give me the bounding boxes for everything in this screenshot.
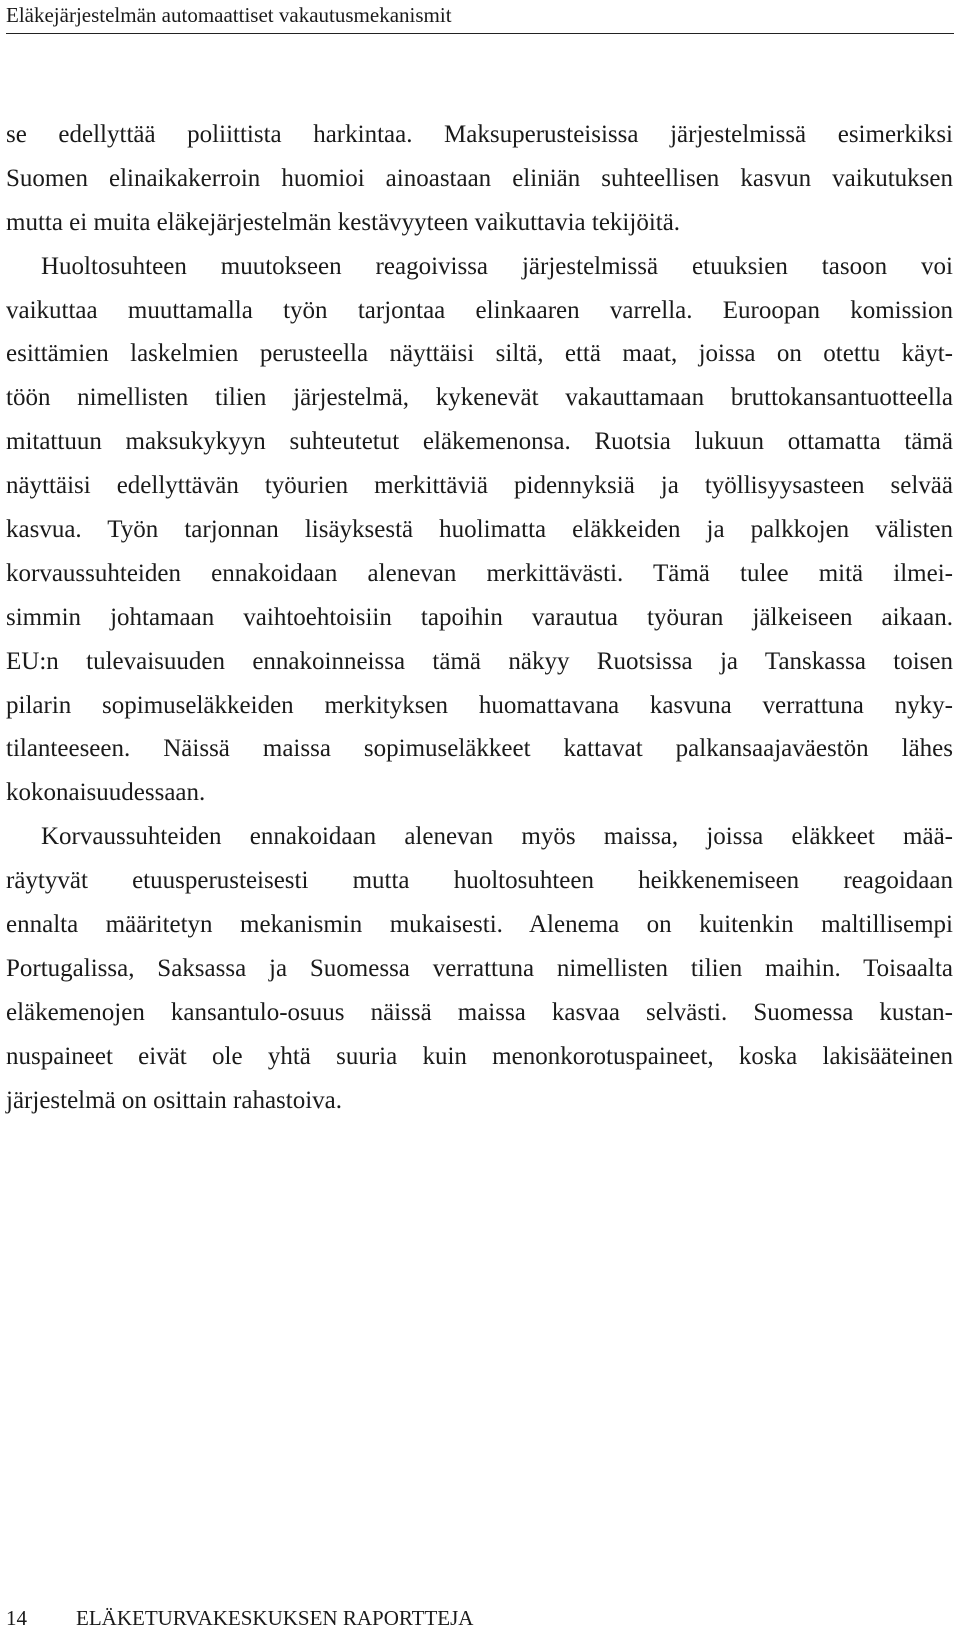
text-line: nuspaineet eivät ole yhtä suuria kuin menonkorotuspaineet, koska lakisääteinen bbox=[6, 1042, 953, 1070]
text-line: eläkemenojen kansantulo-osuus näissä maissa kasvaa selvästi. Suomessa kustan- bbox=[6, 998, 953, 1026]
text-line: ennalta määritetyn mekanismin mukaisesti. Alenema on kuitenkin maltillisempi bbox=[6, 911, 953, 939]
text-line: Huoltosuhteen muutokseen reagoivissa järjestelmissä etuuksien tasoon voi bbox=[41, 252, 953, 280]
running-header: Eläkejärjestelmän automaattiset vakautusmekanismit bbox=[6, 3, 452, 27]
text-line: esittämien laskelmien perusteella näyttäisi siltä, että maat, joissa on otettu käyt- bbox=[6, 340, 953, 368]
text-line: vaikuttaa muuttamalla työn tarjontaa elinkaaren varrella. Euroopan komission bbox=[6, 296, 953, 324]
paragraph-3 bbox=[6, 818, 953, 1125]
body-text bbox=[6, 116, 953, 1125]
publication-name: ELÄKETURVAKESKUKSEN RAPORTTEJA bbox=[76, 1606, 474, 1630]
text-line: mitattuun maksukykyyn suhteutetut eläkemenonsa. Ruotsia lukuun ottamatta tämä bbox=[6, 428, 953, 456]
paragraph-2 bbox=[6, 248, 953, 819]
text-line: simmin johtamaan vaihtoehtoisiin tapoihin varautua työuran jälkeiseen aikaan. bbox=[6, 603, 953, 631]
text-line: Portugalissa, Saksassa ja Suomessa verrattuna nimellisten tilien maihin. Toisaalta bbox=[6, 954, 953, 982]
text-line: räytyvät etuusperusteisesti mutta huoltosuhteen heikkenemiseen reagoidaan bbox=[6, 867, 953, 895]
text-line: EU:n tulevaisuuden ennakoinneissa tämä näkyy Ruotsissa ja Tanskassa toisen bbox=[6, 647, 953, 675]
header-rule bbox=[6, 33, 954, 34]
text-line: pilarin sopimuseläkkeiden merkityksen huomattavana kasvuna verrattuna nyky- bbox=[6, 691, 953, 719]
text-line: kasvua. Työn tarjonnan lisäyksestä huolimatta eläkkeiden ja palkkojen välisten bbox=[6, 516, 953, 544]
page-footer bbox=[6, 1604, 473, 1632]
text-line: mutta ei muita eläkejärjestelmän kestävyyteen vaikuttavia tekijöitä. bbox=[6, 208, 681, 236]
page-number: 14 bbox=[6, 1606, 27, 1630]
text-line: kokonaisuudessaan. bbox=[6, 779, 206, 807]
text-line: tilanteeseen. Näissä maissa sopimuseläkkeet kattavat palkansaajaväestön lähes bbox=[6, 735, 953, 763]
text-line: korvaussuhteiden ennakoidaan alenevan merkittävästi. Tämä tulee mitä ilmei- bbox=[6, 559, 953, 587]
text-line: se edellyttää poliittista harkintaa. Maksuperusteisissa järjestelmissä esimerkiksi bbox=[6, 121, 953, 148]
paragraph-1 bbox=[6, 116, 953, 248]
text-line: järjestelmä on osittain rahastoiva. bbox=[6, 1086, 343, 1114]
text-line: Suomen elinaikakerroin huomioi ainoastaan eliniän suhteellisen kasvun vaikutuksen bbox=[6, 164, 953, 192]
text-line: Korvaussuhteiden ennakoidaan alenevan myös maissa, joissa eläkkeet mää- bbox=[41, 823, 953, 851]
text-line: töön nimellisten tilien järjestelmä, kykenevät vakauttamaan bruttokansantuotteella bbox=[6, 384, 953, 412]
text-line: näyttäisi edellyttävän työurien merkittäviä pidennyksiä ja työllisyysasteen selvää bbox=[6, 472, 953, 500]
